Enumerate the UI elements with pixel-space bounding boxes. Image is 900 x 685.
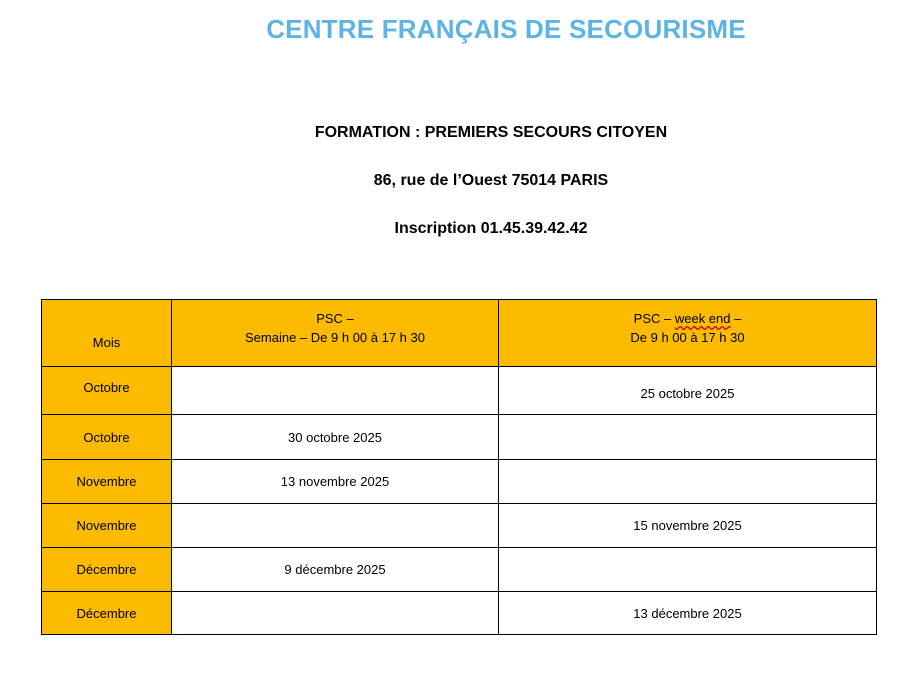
table-row [42,460,877,504]
header-mois-label: Mois [92,335,121,350]
header-semaine-line2: Semaine – De 9 h 00 à 17 h 30 [245,330,425,345]
month-cell: Octobre [42,367,172,415]
weekend-cell [499,415,877,460]
table-row [42,415,877,460]
table-row [42,592,877,635]
table-row [42,367,877,415]
inscription-line: Inscription 01.45.39.42.42 [394,220,588,237]
month-cell: Décembre [42,548,172,592]
table-row [42,548,877,592]
schedule-table [41,299,877,635]
weekend-cell: 13 décembre 2025 [499,592,877,635]
semaine-cell [172,504,499,548]
weekend-cell: 15 novembre 2025 [499,504,877,548]
organization-title: CENTRE FRANÇAIS DE SECOURISME [266,14,746,44]
header-weekend [499,300,877,367]
weekend-cell [499,548,877,592]
semaine-cell: 9 décembre 2025 [172,548,499,592]
header-weekend-prefix: PSC – [633,311,675,326]
header-weekend-line1 [499,309,876,328]
header-semaine-line1: PSC – [316,311,354,326]
semaine-cell [172,592,499,635]
address-line: 86, rue de l’Ouest 75014 PARIS [373,172,609,189]
header-weekend-word: week end [674,311,731,326]
table-row [42,504,877,548]
header-semaine [172,300,499,367]
header-weekend-suffix: – [730,311,742,326]
semaine-cell: 30 octobre 2025 [172,415,499,460]
month-cell: Novembre [42,460,172,504]
semaine-cell [172,367,499,415]
month-cell: Novembre [42,504,172,548]
weekend-cell [499,460,877,504]
header-mois [42,300,172,367]
weekend-cell: 25 octobre 2025 [499,367,877,415]
semaine-cell: 13 novembre 2025 [172,460,499,504]
formation-heading: FORMATION : PREMIERS SECOURS CITOYEN [314,124,668,141]
month-cell: Décembre [42,592,172,635]
month-cell: Octobre [42,415,172,460]
table-header-row [42,300,877,367]
header-weekend-line2: De 9 h 00 à 17 h 30 [630,330,745,345]
